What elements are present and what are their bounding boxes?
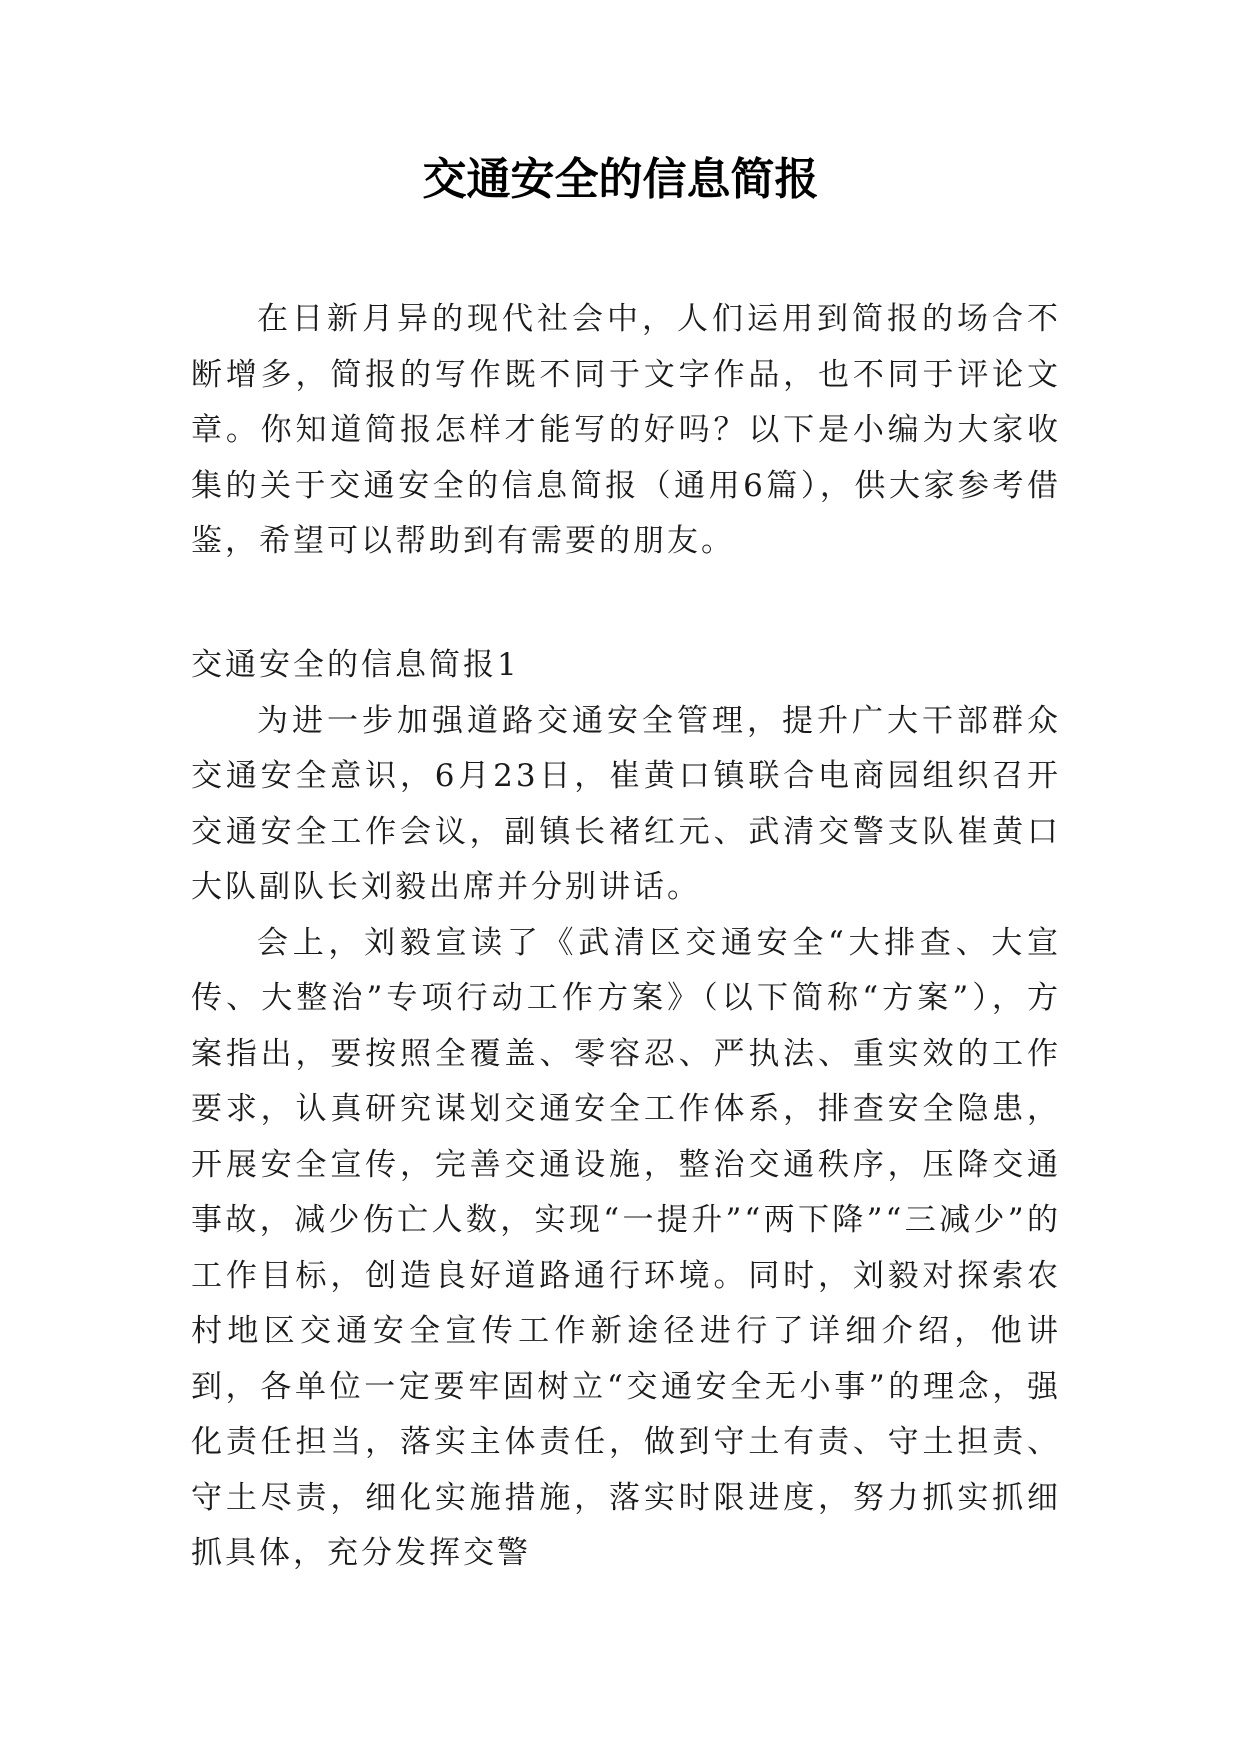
document-title: 交通安全的信息简报 [422, 154, 819, 205]
intro-block [191, 292, 1061, 570]
section-paragraph-2: 会上，刘毅宣读了《武清区交通安全“大排查、大宣传、大整治”专项行动工作方案》（以下简称“方案”），方案指出，要按照全覆盖、零容忍、严执法、重实效的工作要求，认真研究谋划交通安全工作体系，排查安全隐患，开展安全宣传，完善交通设施，整治交通秩序，压降交通事故，减少伤亡人数，实现“一提升”“两下降”“三减少”的工作目标，创造良好道路通行环境。同时，刘毅对探索农村地区交通安全宣传工作新途径进行了详细介绍，他讲到，各单位一定要牢固树立“交通安全无小事”的理念，强化责任担当，落实主体责任，做到守土有责、守土担责、守土尽责，细化实施措施，落实时限进度，努力抓实抓细抓具体，充分发挥交警 [191, 924, 1061, 1571]
intro-paragraph: 在日新月异的现代社会中，人们运用到简报的场合不断增多，简报的写作既不同于文字作品，也不同于评论文章。你知道简报怎样才能写的好吗？以下是小编为大家收集的关于交通安全的信息简报（通用6篇），供大家参考借鉴，希望可以帮助到有需要的朋友。 [191, 301, 1061, 559]
section-1 [191, 638, 1061, 1582]
section-paragraph-1: 为进一步加强道路交通安全管理，提升广大干部群众交通安全意识，6月23日，崔黄口镇联合电商园组织召开交通安全工作会议，副镇长褚红元、武清交警支队崔黄口大队副队长刘毅出席并分别讲话。 [191, 702, 1061, 905]
section-heading: 交通安全的信息简报1 [191, 647, 520, 683]
